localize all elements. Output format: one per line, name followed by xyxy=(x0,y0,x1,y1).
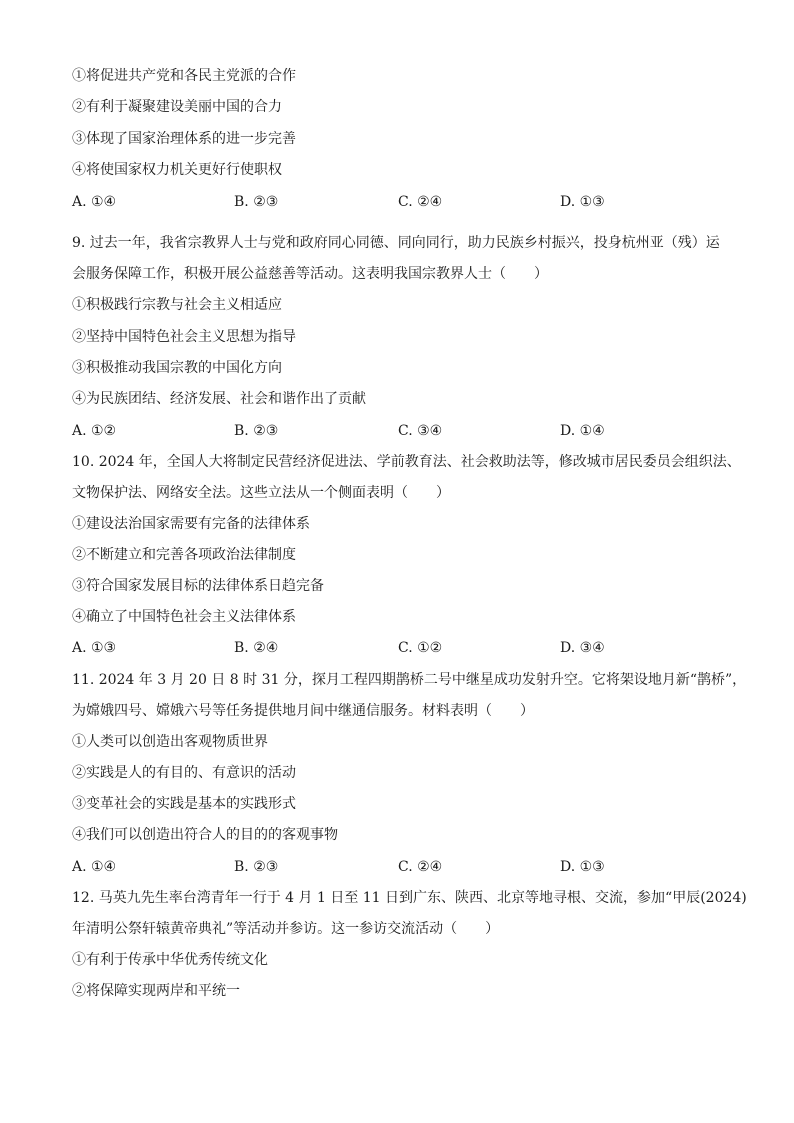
q12-item-2: ②将保障实现两岸和平统一 xyxy=(72,983,240,999)
q11-options xyxy=(72,857,732,877)
q12-stem-line-2: 年清明公祭轩辕黄帝典礼”等活动并参访。这一参访交流活动（ ） xyxy=(72,921,500,937)
q11-stem-line-1: 11. 2024 年 3 月 20 日 8 时 31 分，探月工程四期鹊桥二号中继星成功发射升空。它将架设地月新“鹊桥”， xyxy=(72,672,747,688)
q10-option-a: A. ①③ xyxy=(72,640,117,656)
q9-option-d: D. ①④ xyxy=(560,423,605,439)
q10-option-b: B. ②④ xyxy=(234,640,279,656)
q9-item-2: ②坚持中国特色社会主义思想为指导 xyxy=(72,329,296,345)
q10-item-1: ①建设法治国家需要有完备的法律体系 xyxy=(72,516,310,532)
q9-options xyxy=(72,421,732,441)
q8-option-d: D. ①③ xyxy=(560,194,605,210)
q9-item-3: ③积极推动我国宗教的中国化方向 xyxy=(72,360,282,376)
q9-stem-line-2: 会服务保障工作，积极开展公益慈善等活动。这表明我国宗教界人士（ ） xyxy=(72,266,548,282)
q11-item-2: ②实践是人的有目的、有意识的活动 xyxy=(72,765,296,781)
q10-option-c: C. ①② xyxy=(398,640,443,656)
q10-stem-line-2: 文物保护法、网络安全法。这些立法从一个侧面表明（ ） xyxy=(72,485,450,501)
q10-stem-line-1: 10. 2024 年，全国人大将制定民营经济促进法、学前教育法、社会救助法等，修改城市居民委员会组织法、 xyxy=(72,454,741,470)
q8-option-b: B. ②③ xyxy=(234,194,279,210)
q8-option-a: A. ①④ xyxy=(72,194,117,210)
q10-item-4: ④确立了中国特色社会主义法律体系 xyxy=(72,609,296,625)
q11-item-3: ③变革社会的实践是基本的实践形式 xyxy=(72,796,296,812)
q11-item-1: ①人类可以创造出客观物质世界 xyxy=(72,734,268,750)
q12-item-1: ①有利于传承中华优秀传统文化 xyxy=(72,952,268,968)
q11-option-a: A. ①④ xyxy=(72,859,117,875)
q10-item-2: ②不断建立和完善各项政治法律制度 xyxy=(72,547,296,563)
q8-option-c: C. ②④ xyxy=(398,194,443,210)
q10-item-3: ③符合国家发展目标的法律体系日趋完备 xyxy=(72,578,324,594)
q8-item-4: ④将使国家权力机关更好行使职权 xyxy=(72,162,282,178)
q8-item-2: ②有利于凝聚建设美丽中国的合力 xyxy=(72,99,282,115)
q11-stem-line-2: 为嫦娥四号、嫦娥六号等任务提供地月间中继通信服务。材料表明（ ） xyxy=(72,703,534,719)
q12-stem-line-1: 12. 马英九先生率台湾青年一行于 4 月 1 日至 11 日到广东、陕西、北京等地寻根、交流，参加“甲辰(2024) xyxy=(72,890,747,906)
q11-option-d: D. ①③ xyxy=(560,859,605,875)
q8-item-1: ①将促进共产党和各民主党派的合作 xyxy=(72,68,296,84)
q9-item-1: ①积极践行宗教与社会主义相适应 xyxy=(72,297,282,313)
q8-options xyxy=(72,192,732,212)
q9-option-c: C. ③④ xyxy=(398,423,443,439)
q11-option-c: C. ②④ xyxy=(398,859,443,875)
q9-option-a: A. ①② xyxy=(72,423,117,439)
q11-option-b: B. ②③ xyxy=(234,859,279,875)
q9-item-4: ④为民族团结、经济发展、社会和谐作出了贡献 xyxy=(72,391,366,407)
q9-option-b: B. ②③ xyxy=(234,423,279,439)
q9-stem-line-1: 9. 过去一年，我省宗教界人士与党和政府同心同德、同向同行，助力民族乡村振兴，投身杭州亚（残）运 xyxy=(72,235,720,251)
q10-option-d: D. ③④ xyxy=(560,640,605,656)
q11-item-4: ④我们可以创造出符合人的目的的客观事物 xyxy=(72,827,338,843)
q10-options xyxy=(72,638,732,658)
q8-item-3: ③体现了国家治理体系的进一步完善 xyxy=(72,131,296,147)
